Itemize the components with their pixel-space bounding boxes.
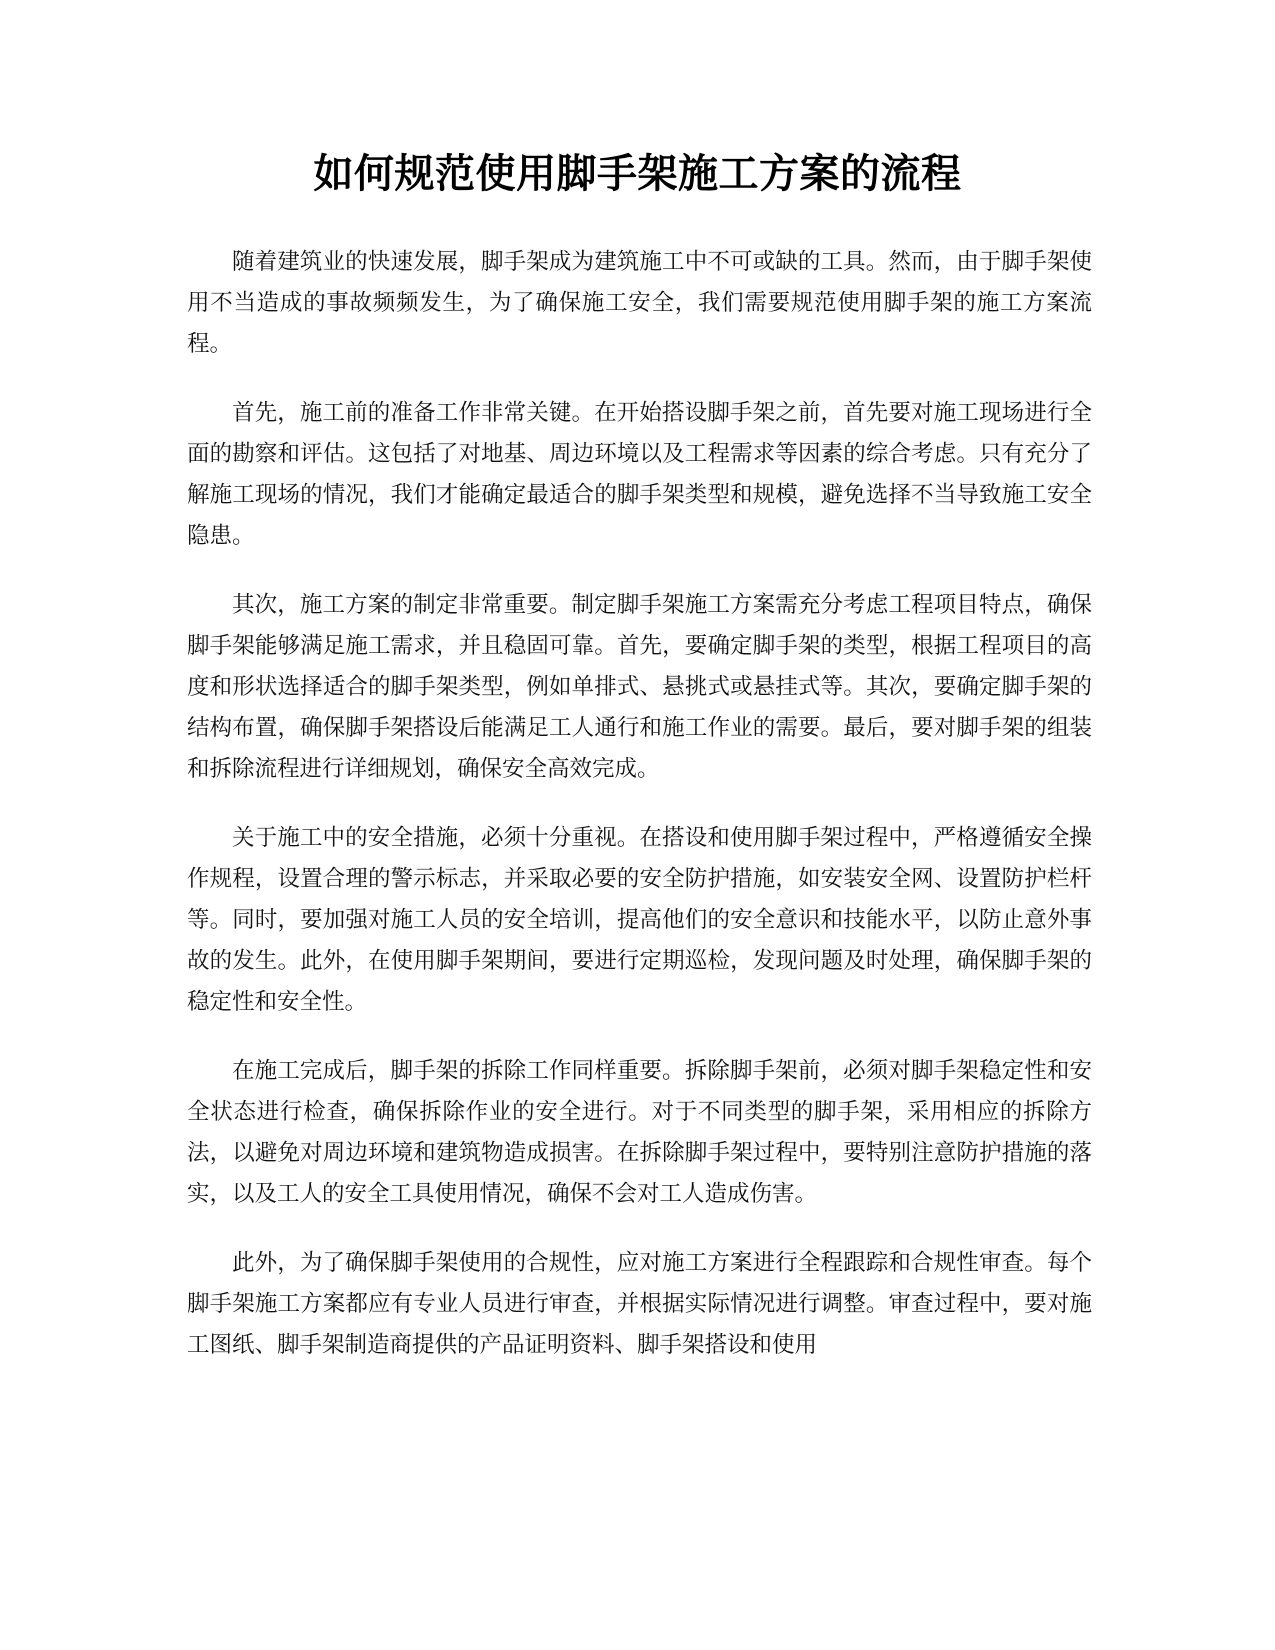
paragraph-4: 关于施工中的安全措施，必须十分重视。在搭设和使用脚手架过程中，严格遵循安全操作规程，设置合理的警示标志，并采取必要的安全防护措施，如安装安全网、设置防护栏杆等。同时，要加强对施工人员的安全培训，提高他们的安全意识和技能水平，以防止意外事故的发生。此外，在使用脚手架期间，要进行定期巡检，发现问题及时处理，确保脚手架的稳定性和安全性。 (187, 825, 1092, 1015)
paragraph-1: 随着建筑业的快速发展，脚手架成为建筑施工中不可或缺的工具。然而，由于脚手架使用不当造成的事故频频发生，为了确保施工安全，我们需要规范使用脚手架的施工方案流程。 (187, 249, 1092, 357)
document-title: 如何规范使用脚手架施工方案的流程 (313, 151, 962, 197)
paragraph-3: 其次，施工方案的制定非常重要。制定脚手架施工方案需充分考虑工程项目特点，确保脚手架能够满足施工需求，并且稳固可靠。首先，要确定脚手架的类型，根据工程项目的高度和形状选择适合的脚手架类型，例如单排式、悬挑式或悬挂式等。其次，要确定脚手架的结构布置，确保脚手架搭设后能满足工人通行和施工作业的需要。最后，要对脚手架的组装和拆除流程进行详细规划，确保安全高效完成。 (187, 592, 1092, 782)
paragraph-5: 在施工完成后，脚手架的拆除工作同样重要。拆除脚手架前，必须对脚手架稳定性和安全状态进行检查，确保拆除作业的安全进行。对于不同类型的脚手架，采用相应的拆除方法，以避免对周边环境和建筑物造成损害。在拆除脚手架过程中，要特别注意防护措施的落实，以及工人的安全工具使用情况，确保不会对工人造成伤害。 (187, 1058, 1092, 1207)
document-body (187, 242, 1092, 1394)
paragraph-2: 首先，施工前的准备工作非常关键。在开始搭设脚手架之前，首先要对施工现场进行全面的勘察和评估。这包括了对地基、周边环境以及工程需求等因素的综合考虑。只有充分了解施工现场的情况，我们才能确定最适合的脚手架类型和规模，避免选择不当导致施工安全隐患。 (187, 400, 1092, 549)
paragraph-6: 此外，为了确保脚手架使用的合规性，应对施工方案进行全程跟踪和合规性审查。每个脚手架施工方案都应有专业人员进行审查，并根据实际情况进行调整。审查过程中，要对施工图纸、脚手架制造商提供的产品证明资料、脚手架搭设和使用 (187, 1250, 1092, 1358)
